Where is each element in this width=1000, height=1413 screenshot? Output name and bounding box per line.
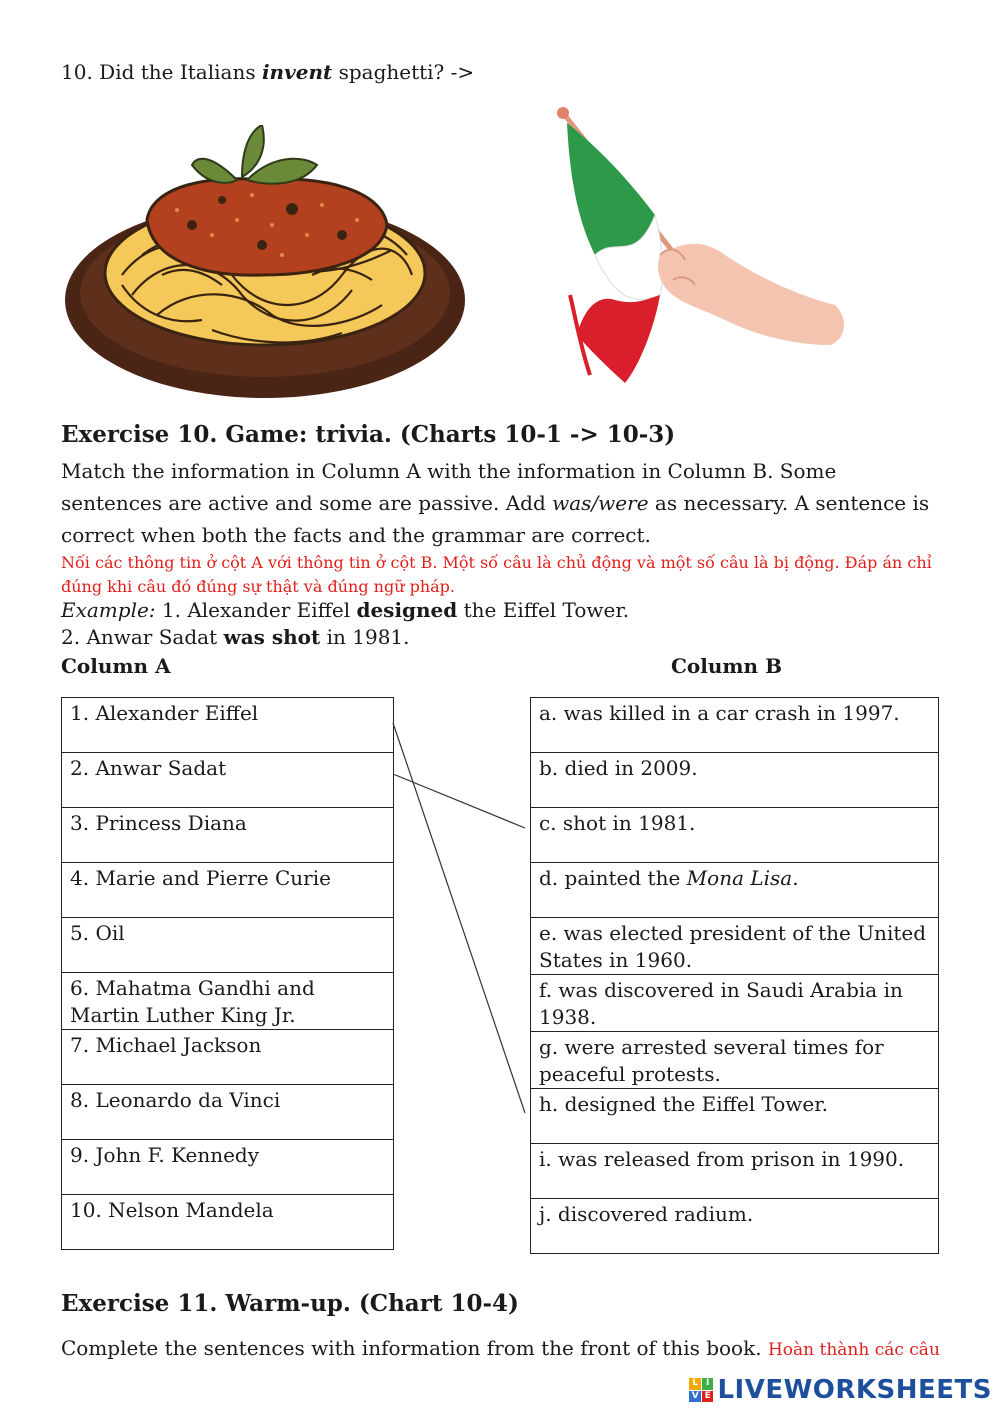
column-b-item[interactable]: f. was discovered in Saudi Arabia in 1938.: [531, 975, 939, 1032]
exercise-11-instructions-vietnamese: Hoàn thành các câu: [767, 1340, 940, 1360]
exercise-10-title: Exercise 10. Game: trivia. (Charts 10-1 -> 10-3): [61, 421, 676, 448]
column-b-item[interactable]: b. died in 2009.: [531, 753, 939, 808]
column-b-header: Column B: [671, 654, 782, 678]
column-b-item[interactable]: j. discovered radium.: [531, 1199, 939, 1254]
example-line-2: 2. Anwar Sadat was shot in 1981.: [61, 625, 410, 649]
column-a-item[interactable]: 1. Alexander Eiffel: [62, 698, 394, 753]
column-b-item[interactable]: g. were arrested several times for peaceful protests.: [531, 1032, 939, 1089]
column-a-table: [61, 697, 394, 1250]
liveworksheets-logo: [689, 1375, 992, 1405]
table-row: [531, 863, 939, 918]
table-row: [62, 918, 394, 973]
exercise-10-instructions: Match the information in Column A with the information in Column B. Some sentences are active and some are passive. Add was/were as necessary. A sentence is correct when both the facts and the grammar are correct.: [61, 459, 930, 547]
column-a-item[interactable]: 9. John F. Kennedy: [62, 1140, 394, 1195]
column-a-header: Column A: [61, 654, 171, 678]
match-line-2-c: [393, 774, 525, 828]
table-row: [531, 1144, 939, 1199]
table-row: [62, 1085, 394, 1140]
example-line-1: Example: 1. Alexander Eiffel designed the Eiffel Tower.: [61, 598, 630, 622]
italian-flag-image: [555, 105, 850, 387]
column-a-item[interactable]: 10. Nelson Mandela: [62, 1195, 394, 1250]
table-row: [62, 1140, 394, 1195]
column-b-item[interactable]: c. shot in 1981.: [531, 808, 939, 863]
column-b-item[interactable]: h. designed the Eiffel Tower.: [531, 1089, 939, 1144]
table-row: [531, 975, 939, 1032]
match-line-1-h: [393, 723, 525, 1113]
exercise-11-instructions: Complete the sentences with information from the front of this book. Hoàn thành các câu: [61, 1336, 940, 1360]
question-10: [61, 60, 474, 84]
table-row: [62, 808, 394, 863]
example-label: Example:: [61, 598, 156, 622]
exercise-10-instructions-vietnamese: Nối các thông tin ở cột A với thông tin ở cột B. Một số câu là chủ động và một số câu là bị động. Đáp án chỉ đúng khi câu đó đúng sự thật và đúng ngữ pháp.: [61, 553, 932, 596]
table-row: [531, 698, 939, 753]
table-row: [531, 808, 939, 863]
liveworksheets-logo-text: LIVEWORKSHEETS: [717, 1375, 992, 1405]
table-row: [531, 753, 939, 808]
column-a-item[interactable]: 6. Mahatma Gandhi and Martin Luther King Jr.: [62, 973, 394, 1030]
column-a-item[interactable]: 8. Leonardo da Vinci: [62, 1085, 394, 1140]
column-b-item[interactable]: e. was elected president of the United States in 1960.: [531, 918, 939, 975]
table-row: [62, 973, 394, 1030]
column-b-item[interactable]: d. painted the Mona Lisa.: [531, 863, 939, 918]
question-10-emphasis: invent: [261, 60, 333, 84]
column-a-item[interactable]: 5. Oil: [62, 918, 394, 973]
column-b-item[interactable]: i. was released from prison in 1990.: [531, 1144, 939, 1199]
table-row: [62, 753, 394, 808]
table-row: [62, 698, 394, 753]
column-b-table: [530, 697, 939, 1254]
column-a-item[interactable]: 3. Princess Diana: [62, 808, 394, 863]
column-a-item[interactable]: 7. Michael Jackson: [62, 1030, 394, 1085]
table-row: [531, 1032, 939, 1089]
column-a-item[interactable]: 2. Anwar Sadat: [62, 753, 394, 808]
question-10-arrow: spaghetti? ->: [332, 60, 475, 84]
spaghetti-plate-image: [62, 125, 468, 403]
question-10-text: 10. Did the Italians: [61, 60, 262, 84]
column-b-item[interactable]: a. was killed in a car crash in 1997.: [531, 698, 939, 753]
liveworksheets-logo-mark: L I V E: [689, 1378, 713, 1402]
table-row: [531, 1199, 939, 1254]
table-row: [62, 863, 394, 918]
table-row: [531, 1089, 939, 1144]
column-a-item[interactable]: 4. Marie and Pierre Curie: [62, 863, 394, 918]
table-row: [62, 1195, 394, 1250]
exercise-11-title: Exercise 11. Warm-up. (Chart 10-4): [61, 1290, 519, 1317]
table-row: [62, 1030, 394, 1085]
table-row: [531, 918, 939, 975]
